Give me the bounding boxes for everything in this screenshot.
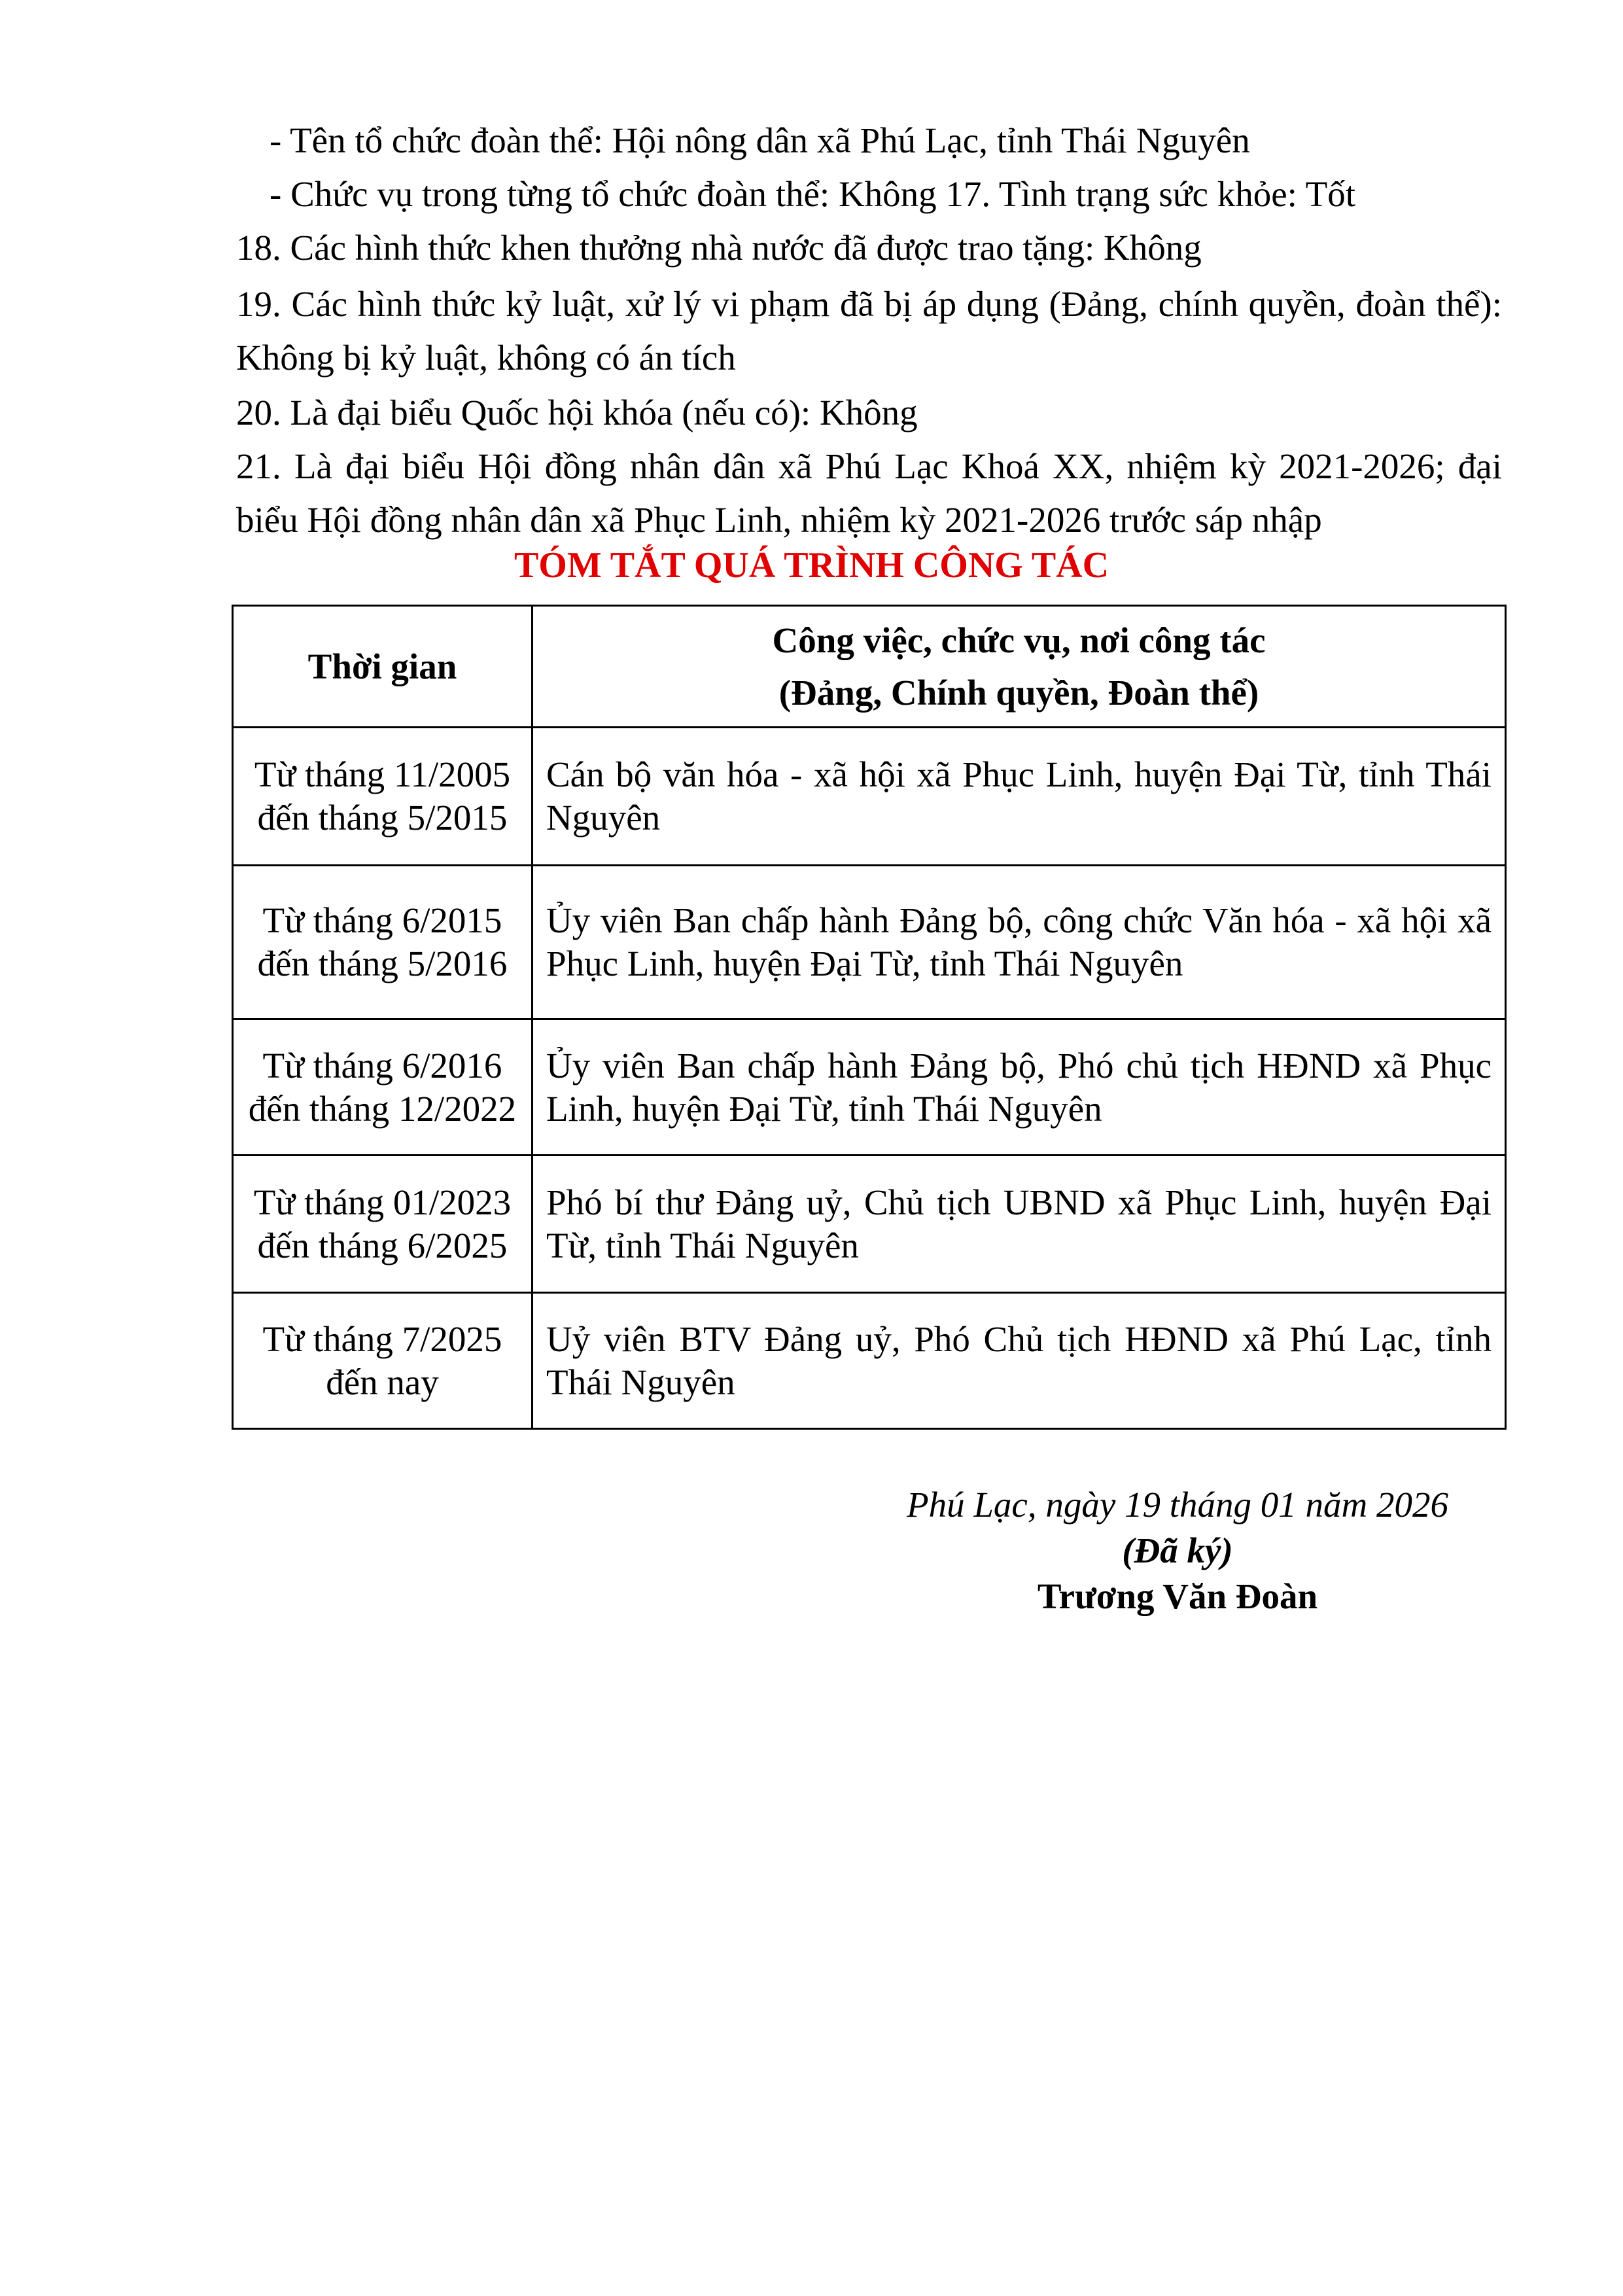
table-row <box>233 1293 1506 1429</box>
item-18-awards: 18. Các hình thức khen thưởng nhà nước đã được trao tặng: Không <box>236 228 1202 268</box>
signer-name: Trương Văn Đoàn <box>1037 1576 1318 1616</box>
row-time <box>233 866 532 1019</box>
header-time <box>233 606 532 728</box>
row-description: Cán bộ văn hóa - xã hội xã Phục Linh, huyện Đại Từ, tỉnh Thái Nguyên <box>532 728 1506 866</box>
signature-block <box>850 1482 1505 1619</box>
table-row <box>233 866 1506 1019</box>
time-from: Từ tháng 7/2025 <box>262 1318 502 1359</box>
table-row <box>233 728 1506 866</box>
time-to: đến nay <box>326 1362 439 1402</box>
header-job <box>532 606 1506 728</box>
header-time-label: Thời gian <box>307 646 457 686</box>
row-description: Ủy viên Ban chấp hành Đảng bộ, Phó chủ tịch HĐND xã Phục Linh, huyện Đại Từ, tỉnh Thái Nguyên <box>532 1019 1506 1156</box>
row-time <box>233 1019 532 1156</box>
row-time <box>233 1293 532 1429</box>
row-description: Phó bí thư Đảng uỷ, Chủ tịch UBND xã Phục Linh, huyện Đại Từ, tỉnh Thái Nguyên <box>532 1156 1506 1293</box>
time-to: đến tháng 12/2022 <box>248 1088 517 1129</box>
row-time <box>233 1156 532 1293</box>
table-row <box>233 1156 1506 1293</box>
item-21-peoples-council: 21. Là đại biểu Hội đồng nhân dân xã Phú Lạc Khoá XX, nhiệm kỳ 2021-2026; đại biểu Hội đồng nhân dân xã Phục Linh, nhiệm kỳ 2021-2026 trước sáp nhập <box>236 446 1502 540</box>
item-20-national-assembly: 20. Là đại biểu Quốc hội khóa (nếu có): Không <box>236 393 918 433</box>
career-table-header <box>233 606 1506 728</box>
header-job-line1: Công việc, chức vụ, nơi công tác <box>772 620 1266 660</box>
signed-note: (Đã ký) <box>1122 1530 1233 1570</box>
time-from: Từ tháng 6/2015 <box>262 900 502 940</box>
org-position-line: - Chức vụ trong từng tổ chức đoàn thể: Không 17. Tình trạng sức khỏe: Tốt <box>270 174 1356 214</box>
header-job-line2: (Đảng, Chính quyền, Đoàn thể) <box>778 672 1259 713</box>
row-time <box>233 728 532 866</box>
org-name-line: - Tên tổ chức đoàn thể: Hội nông dân xã Phú Lạc, tỉnh Thái Nguyên <box>270 120 1250 160</box>
time-to: đến tháng 5/2015 <box>257 798 508 838</box>
career-summary-title: TÓM TẮT QUÁ TRÌNH CÔNG TÁC <box>514 545 1109 586</box>
time-from: Từ tháng 11/2005 <box>254 754 511 794</box>
time-to: đến tháng 5/2016 <box>257 944 508 983</box>
time-to: đến tháng 6/2025 <box>257 1225 508 1265</box>
item-19-discipline: 19. Các hình thức kỷ luật, xử lý vi phạm đã bị áp dụng (Đảng, chính quyền, đoàn thể): Không bị kỷ luật, không có án tích <box>236 284 1502 378</box>
row-description: Ủy viên Ban chấp hành Đảng bộ, công chức Văn hóa - xã hội xã Phục Linh, huyện Đại Từ, tỉnh Thái Nguyên <box>532 866 1506 1019</box>
table-row <box>233 1019 1506 1156</box>
place-date: Phú Lạc, ngày 19 tháng 01 năm 2026 <box>906 1485 1448 1525</box>
time-from: Từ tháng 6/2016 <box>262 1045 502 1086</box>
career-table <box>232 605 1507 1430</box>
row-description: Uỷ viên BTV Đảng uỷ, Phó Chủ tịch HĐND xã Phú Lạc, tỉnh Thái Nguyên <box>532 1293 1506 1429</box>
time-from: Từ tháng 01/2023 <box>253 1182 512 1222</box>
